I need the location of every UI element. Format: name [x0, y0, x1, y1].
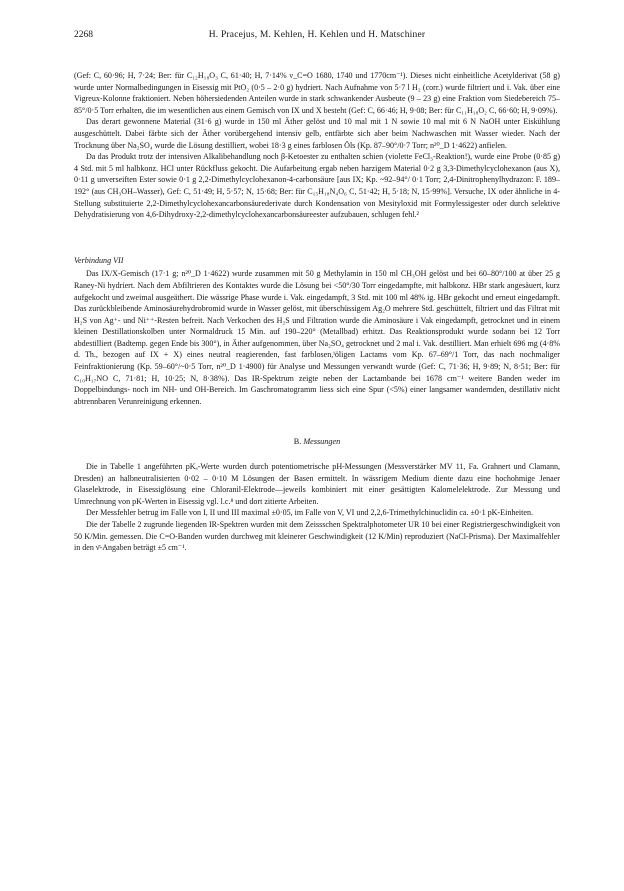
section-heading-verbindung: Verbindung VII	[74, 255, 124, 265]
body-paragraph: Die der Tabelle 2 zugrunde liegenden IR-Spektren wurden mit dem Zeissschen Spektralphotometer UR 10 bei einer Registriergeschwindigkeit von 50 K/Min. gemessen. Die C=O-Banden wurden durchweg mit kleinerer Geschwindigkeit (12 K/Min) reproduziert (NaCl-Prisma). Der Maximalfehler in den ν̄-Angaben beträgt ±5 cm⁻¹.	[74, 520, 560, 553]
body-paragraph: Da das Produkt trotz der intensiven Alkalibehandlung noch β-Ketoester zu enthalten schien (violette FeCl₃-Reaktion!), wurde eine Probe (0·85 g) 4 Std. mit 5 ml halbkonz. HCl unter Rückfluss gekocht. Die Aufarbeitung ergab neben harzigem Material 0·2 g 3,3-Dimethylcyclohexanon (aus X), 0·11 g unverseiften Ester sowie 0·1 g 2,2-Dimethylcyclohexanon-4-carbonsäure [aus IX; Kp. ~92–94°/ 0·1 Torr; 2,4-Dinitrophenylhydrazon: F. 189–192° (aus CH₃OH–Wasser), Gef: C, 51·49; H, 5·57; N, 15·68; Ber: für C₁₅H₁₈N₄O₆ C, 51·42; H, 5·18; N, 15·99%]. Versuche, IX oder ähnliche in 4-Stellung substituierte 2,2-Dimethylcyclohexancarbonsäurederivate durch Kondensation von Mesityloxid mit Formylessigester oder durch selektive Dehydratisierung von 4,6-Dihydroxy-2,2-dimethylcyclohexancarbonsäureester aufzubauen, schlugen fehl.²	[74, 152, 560, 220]
journal-page	[74, 30, 560, 554]
running-header	[74, 30, 560, 44]
article-body	[74, 70, 560, 554]
running-header-authors: H. Pracejus, M. Kehlen, H. Kehlen und H. Matschiner	[208, 30, 426, 40]
body-paragraph: Der Messfehler betrug im Falle von I, II und III maximal ±0·05, im Falle von V, VI und 2,2,6-Trimethylchinuclidin ca. ±0·1 pK-Einheiten.	[86, 508, 534, 518]
body-paragraph: Die in Tabelle 1 angeführten pKₐ-Werte wurden durch potentiometrische pH-Messungen (Messverstärker MV 11, Fa. Grahnert und Clamann, Dresden) an halbneutralisierten 0·02 – 0·10 M Lösungen der Basen ermittelt. In wässrigem Medium diente dazu eine hochohmige Jenaer Glaselektrode, in Eisessiglösung eine Chloranil-Elektrode—jeweils kombiniert mit einer gesättigten Kalomelelektrode. Zur Messung und Umrechnung von pK-Werten in Eisessig vgl. l.c.⁸ und dort zitierte Arbeiten.	[74, 462, 560, 506]
body-paragraph: Das derart gewonnene Material (31·6 g) wurde in 150 ml Äther gelöst und 10 mal mit 1 N sowie 10 mal mit 6 N NaOH unter Eiskühlung ausgeschüttelt. Dabei färbte sich der Äther vorübergehend intensiv gelb, entfärbte sich aber beim Nachwaschen mit Wasser wieder. Nach der Trocknung über Na₂SO₄ wurde die Lösung destilliert, wobei 18·3 g eines farblosen Öls (Kp. 87–90°/0·7 Torr; n²⁰_D 1·4622) anfielen.	[74, 117, 560, 150]
page-number: 2268	[74, 30, 93, 40]
body-paragraph: (Gef: C, 60·96; H, 7·24; Ber: für C₁₂H₁₈O₃ C, 61·40; H, 7·14% ν_C=O 1680, 1740 und 1770cm⁻¹). Dieses nicht einheitliche Acetylderivat (58 g) wurde unter Normalbedingungen in Eisessig mit PtO₂ (0·5 – 2·0 g) hydriert. Nach Aufnahme von 5·7 l H₂ (corr.) wurde filtriert und i. Vak. über eine Vigreux-Kolonne fraktioniert. Neben höhersiedenden Anteilen wurde in stark schwankender Ausbeute (9 – 23 g) eine Fraktion vom Siedebereich 75–85°/0·5 Torr erhalten, die im wesentlichen aus einem Gemisch von IX und X besteht (Gef: C, 66·46; H, 9·08; Ber: für C₁₁H₁₈O₂ C, 66·60; H, 9·09%).	[74, 71, 560, 115]
section-heading-messungen	[74, 436, 560, 448]
section-title: Messungen	[303, 437, 341, 447]
body-paragraph: Das IX/X-Gemisch (17·1 g; n²⁰_D 1·4622) wurde zusammen mit 50 g Methylamin in 150 ml CH₃OH gelöst und bei 60–80°/100 at über 25 g Raney-Ni hydriert. Nach dem Abfiltrieren des Kontaktes wurde die Lösung bei <50°/30 Torr eingedampfte, mit halbkonz. HBr stark angesäuert, kurz aufgekocht und zweimal ausgeäthert. Die wässrige Phase wurde i. Vak. eingedampft, 3 Std. mit 100 ml 48% ig. HBr gekocht und erneut eingedampft. Das zurückbleibende Aminosäurehydrobromid wurde in Wasser gelöst, mit überschüssigem Ag₂O mehrere Std. geschüttelt, filtriert und das Filtrat mit H₂S von Ag⁺- und Ni⁺⁺-Resten befreit. Nach Verkochen des H₂S und Filtration wurde die Aminosäure i Vak eingedampft, getrocknet und in einem kleinen Destillationskolben unter Normaldruck 15 Min. auf 190–220° (Metallbad) erhitzt. Das Reaktionsprodukt wurde sodann bei 12 Torr abdestilliert (Badtemp. gegen Ende bis 300°), in Äther aufgenommen, über Na₂SO₄ getrocknet und 2 mal i. Vak. destilliert. Man erhielt 696 mg (4·8% d. Th., bezogen auf IX + X) eines neutral reagierenden, fast farblosen,ⁱöligen Lactams vom Kp. 67–69°/1 Torr, das nach nochmaliger Feinfraktionierung (Kp. 59–60°/~0·5 Torr, n²⁰_D 1·4900) für Analyse und Messungen verwandt wurde (Gef: C, 71·36; H, 9·89; N, 8·51; Ber: für C₁₀H₁₇NO C, 71·81; H, 10·25; N, 8·38%). Das IR-Spektrum zeigte neben der Lactambande bei 1678 cm⁻¹ weitere Banden weder im Doppelbindungs- noch im NH- und OH-Bereich. Im Gaschromatogramm liess sich eine Spur (<5%) einer langsamer wandernden, destillativ nicht abtrennbaren Verunreinigung erkennen.	[74, 269, 560, 406]
section-label: B.	[293, 437, 302, 447]
